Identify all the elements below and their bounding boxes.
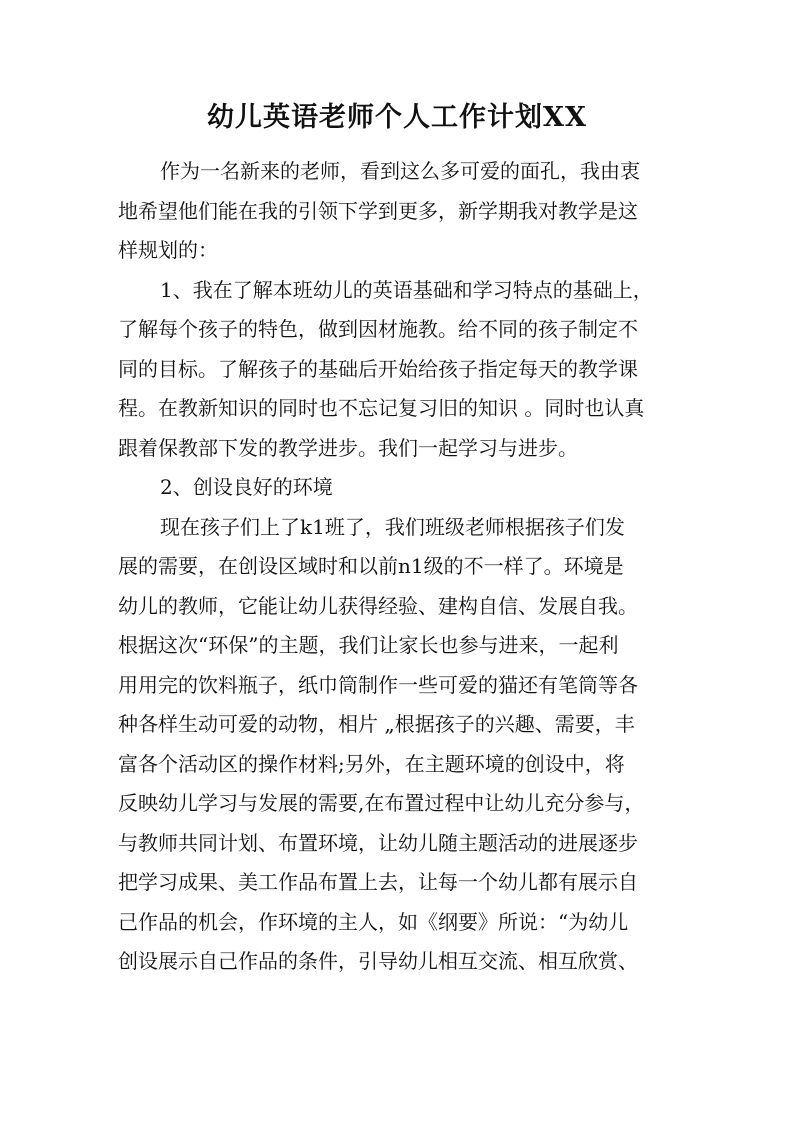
document-title: 幼儿英语老师个人工作计划XX [207,102,587,133]
paragraph-line: 反映幼儿学习与发展的需要,在布置过程中让幼儿充分参与， [118,791,645,815]
paragraph-line: 展的需要，在创设区域时和以前n1级的不一样了。环境是 [118,554,624,578]
paragraph-line: 了解每个孩子的特色，做到因材施教。给不同的孩子制定不 [118,317,638,341]
paragraph-line: 样规划的： [118,238,218,262]
paragraph-line: 地希望他们能在我的引领下学到更多，新学期我对教学是这 [118,198,638,223]
paragraph-line: 种各样生动可爱的动物，相片 „根据孩子的兴趣、需要，丰 [118,712,635,736]
paragraph-line: 创设展示自己作品的条件，引导幼儿相互交流、相互欣赏、 [118,949,638,973]
paragraph-line: 根据这次“环保”的主题，我们让家长也参与进来，一起利 [118,633,619,657]
paragraph-line: 作为一名新来的老师，看到这么多可爱的面孔，我由衷 [160,159,640,183]
paragraph-line: 1、我在了解本班幼儿的英语基础和学习特点的基础上， [160,277,653,302]
paragraph-line: 与教师共同计划、布置环境，让幼儿随主题活动的进展逐步 [118,830,638,855]
paragraph-line: 富各个活动区的操作材料;另外，在主题环境的创设中，将 [118,751,625,776]
paragraph-line: 跟着保教部下发的教学进步。我们一起学习与进步。 [118,435,578,460]
paragraph-line: 程。在教新知识的同时也不忘记复习旧的知识 。同时也认真 [118,396,645,420]
section-heading-line: 2、创设良好的环境 [160,475,333,499]
paragraph-line: 同的目标。了解孩子的基础后开始给孩子指定每天的教学课 [118,356,638,381]
document-body [118,152,678,982]
paragraph-line: 用用完的饮料瓶子，纸巾筒制作一些可爱的猫还有笔筒等各 [118,672,638,697]
paragraph-line: 现在孩子们上了k1班了，我们班级老师根据孩子们发 [160,514,625,539]
paragraph-line: 己作品的机会，作环境的主人，如《纲要》所说：“为幼儿 [118,909,629,934]
paragraph-line: 幼儿的教师，它能让幼儿获得经验、建构自信、发展自我。 [118,593,638,618]
paragraph-line: 把学习成果、美工作品布置上去，让每一个幼儿都有展示自 [118,870,638,894]
